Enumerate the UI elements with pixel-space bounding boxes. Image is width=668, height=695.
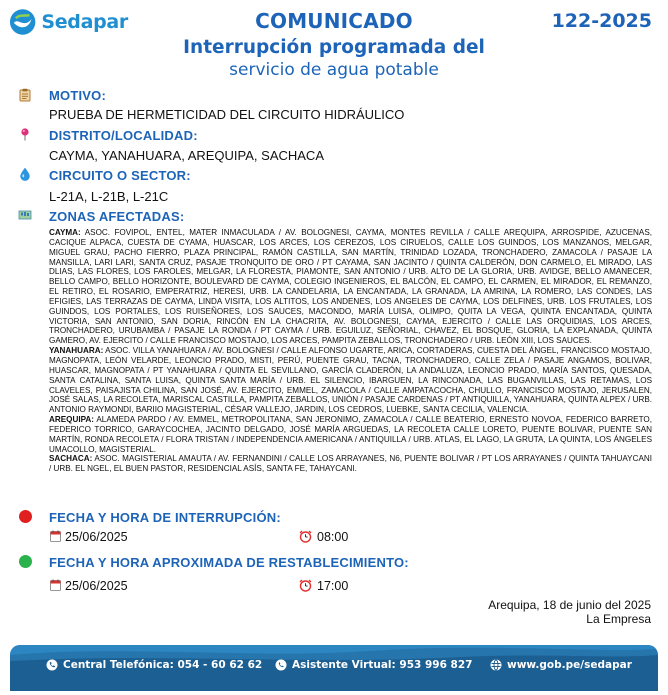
zone-group-cayma [49,228,652,346]
zonas-heading: ZONAS AFECTADAS: [49,209,185,224]
zone-group-name: CAYMA: [49,228,81,237]
communique-number: 122-2025 [551,10,652,32]
footer-website-text: www.gob.pe/sedapar [507,659,632,671]
interruption-status-dot [19,510,32,523]
map-icon [18,208,32,222]
zone-group-name: YANAHUARA: [49,346,104,356]
place-and-date: Arequipa, 18 de junio del 2025 [488,598,651,612]
interruption-time: 08:00 [317,530,349,544]
calendar-icon [50,579,61,591]
zone-group-sachaca [49,454,652,474]
alarm-clock-icon [299,530,312,543]
circuito-value: L-21A, L-21B, L-21C [49,189,169,204]
title-comunicado: COMUNICADO [255,9,413,33]
footer-whatsapp-text: Asistente Virtual: 953 996 827 [292,659,473,671]
footer-phone[interactable] [46,659,262,671]
zone-group-name: AREQUIPA: [49,415,94,425]
footer-whatsapp[interactable] [275,659,472,671]
issuing-entity: La Empresa [586,612,651,626]
zone-group-streets: ALAMEDA PARDO / AV. EMMEL, METROPOLITANA, SAN JERONIMO, ZAMACOLA / CALLE BEATERIO, ERNESTO NOVOA, FEDERICO BARRETO, FEDERICO TORRICO, GARAYCOCHEA, JACINTO DELGADO, JOSÉ MARÍA ARGUEDAS, LA RECOLETA CALLE LORETO, PUENTE BOLIVAR, PUENTE SAN MARTÍN, RONDA RECOLETA / FLORA TRISTAN / INDEPENDENCIA AMERICANA / ANTIQUILLA / URB. ATLAS, EL LAGO, LA GRUTA, LA QUINTA, LOS ÁNGELES UMACOLLO, MAGISTERIAL. [49,415,652,454]
footer-website[interactable] [490,659,632,671]
circuito-heading: CIRCUITO O SECTOR: [49,168,191,183]
zone-group-name: SACHACA: [49,454,93,464]
distrito-value: CAYMA, YANAHUARA, AREQUIPA, SACHACA [49,148,324,163]
signature-block [488,598,651,626]
restoration-heading: FECHA Y HORA APROXIMADA DE RESTABLECIMIENTO: [49,555,409,570]
whatsapp-icon [275,659,287,671]
zone-group-streets: ASOC. FOVIPOL, ENTEL, MATER INMACULADA / AV. BOLOGNESI, CAYMA, MONTES REVILLA / CALLE AREQUIPA, ARROSPIDE, AZUCENAS, CACIQUE ALPACA, CUESTA DE CYAMA, HUASCAR, LOS ARCES, LOS CEREZOS, LOS CIRUELOS, CALLE LOS GUINDOS, LOS MANZANOS, MELGAR, MIGUEL GRAU, PACHO FIERRO, PLAZA PRINCIPAL, RAMÓN CASTILLA, SAN MARTÍN, TRINIDAD LOZADA, TRONCHADERO, ZAMACOLA / PASAJE LA MANSILLA, LARI LARI, SANTA CRUZ, PASAJE TRONQUITO DE ORO / PT CAYAMA, SAN JACINTO / QUINTA CALDERÓN, DON CARMELO, EL MIRADO, LAS DLIAS, LAS FLORES, LOS FAROLES, MELGAR, LA FLORESTA, PIAMONTE, SAN ANTONIO / URB. ALTO DE LA GLORIA, URB. AVIDGE, BELLO AMANECER, BELLO CAMPO, BELLO HORIZONTE, BOULEVARD DE CAYMA, COLEGIO INGENIEROS, EL BALCÓN, EL CAMPO, EL CARMEN, EL MIRADOR, EL REMANZO, EL RETIRO, EL ROSARIO, EMPERATRIZ, HERESI, URB. LA CANDELARIA, LA ENCANTADA, LA GRANADA, LA AMRINA, LA ROMERO, LAS CONDES, LAS EFIGIES, LAS TERRAZAS DE CAYMA, LINDA VISITA, LOS ALTITOS, LOS ANDENES, LOS ANGELES DE CAYMA, LOS DELFINES, URB. LOS FRUTALES, LOS GUINDOS, LOS PORTALES, LOS RUISEÑORES, LOS SAUCES, MACONDO, MARÍA LUISA, OLIMPO, QUITA LA VEGA, QUINTA ENCANTADA, QUINTA VICTORIA, SAN ANTONIO, SAN DORIA, RINCÓN EN LA CHACRITA, AV. BOLOGNESI, CAYMA, EJERCITO / CALLE LAS ORQUIDIAS, LOS ARCES, TRONCHADERO, URUBAMBA / PASAJE LA RONDA / PT CAYMA / URB. EGUILUZ, SEÑORIAL, CHAVEZ, EL BOSQUE, GLORIA, LA EXPLANADA, QUINTA GAMERO, AV. EJERCITO / CALLE FRANCISCO MOSTAJO, LOS ARCES, PAMPITA ZEBALLOS, TRONCHADERO / URB. LEÓN XIII, LOS SAUCES. [49,228,652,346]
title-interrupcion: Interrupción programada del [183,37,485,58]
clipboard-icon [18,88,32,102]
contact-footer [10,645,658,691]
title-servicio: servicio de agua potable [229,60,439,80]
zone-group-streets: ASOC. MAGISTERIAL AMAUTA / AV. FERNANDINI / CALLE LOS ARRAYANES, N6, PUENTE BOLIVAR / PT LOS ARRAYANES / QUINTA TAHUAYCANI / URB. EL NGEL, EL BUEN PASTOR, RESIDENCIAL ASÍS, SANTA FE, TAHAYCANI. [49,454,652,474]
alarm-clock-icon [299,579,312,592]
interruption-date: 25/06/2025 [65,530,128,544]
restoration-date: 25/06/2025 [65,579,128,593]
location-pin-icon [18,127,32,141]
water-drop-icon [18,167,32,181]
restoration-time: 17:00 [317,579,349,593]
distrito-heading: DISTRITO/LOCALIDAD: [49,128,198,143]
zone-group-arequipa [49,415,652,454]
phone-icon [46,659,58,671]
zone-group-yanahuara [49,346,652,415]
interruption-heading: FECHA Y HORA DE INTERRUPCIÓN: [49,510,281,525]
motivo-heading: MOTIVO: [49,88,107,103]
restoration-status-dot [19,555,32,568]
affected-zones-text [49,228,652,474]
footer-phone-text: Central Telefónica: 054 - 60 62 62 [63,659,263,671]
calendar-icon [50,530,61,542]
motivo-value: PRUEBA DE HERMETICIDAD DEL CIRCUITO HIDRÁULICO [49,107,405,122]
globe-icon [490,659,502,671]
brand-name: Sedapar [41,11,128,33]
zone-group-streets: ASOC. VILLA YANAHUARA / AV. BOLOGNESI / CALLE ALFONSO UGARTE, ARICA, CORTADERAS, CUESTA DEL ÁNGEL, FRANCISCO MOSTAJO, MAGNOPATA, LEÓN VELARDE, LEONCIO PRADO, MISTI, PERÚ, PUENTE GRAU, TACNA, TRONCHADERO, CALLE ZELA / PASAJE ANGAMOS, BOLIVAR, HUASCAR, MAGNOPATA / PT YANAHUARA / QUINTA EL SEVILLANO, GARCÍA CLADERÓN, LA ANDALUZA, LEONCIO PRADO, MARÍA SANTOS, QUESADA, SANTA CATALINA, SANTA LUISA, QUINTA SANTA MARÍA / URB. EL SILENCIO, IBARGUEN, LA RINCONADA, LAS BUGANVILLAS, LAS RETAMAS, LOS CLAVELES, PAISAJISTA CHILINA, SAN JOSÉ, AV. EJERCITO, EMMEL, ZAMACOLA / CALLE AMPATACOCHA, CHULLO, FRANCISCO MOSTAJO, JERUSALEN, JOSÉ SALAS, LA RECOLETA, MARISCAL CASTILLA, PAMPITA ZEBALLOS, UNIÓN / PASAJE CARDENAS / PT ANTIQUILLA, YANAHUARA, QUINTA ALPEX / URB. ANTONIO RAYMONDI, BARIIO MAGISTERIAL, CÉSAR VALLEJO, JARDIN, LOS CEDROS, LUEBKE, SANTA CECILIA, VALENCIA. [49,346,653,415]
